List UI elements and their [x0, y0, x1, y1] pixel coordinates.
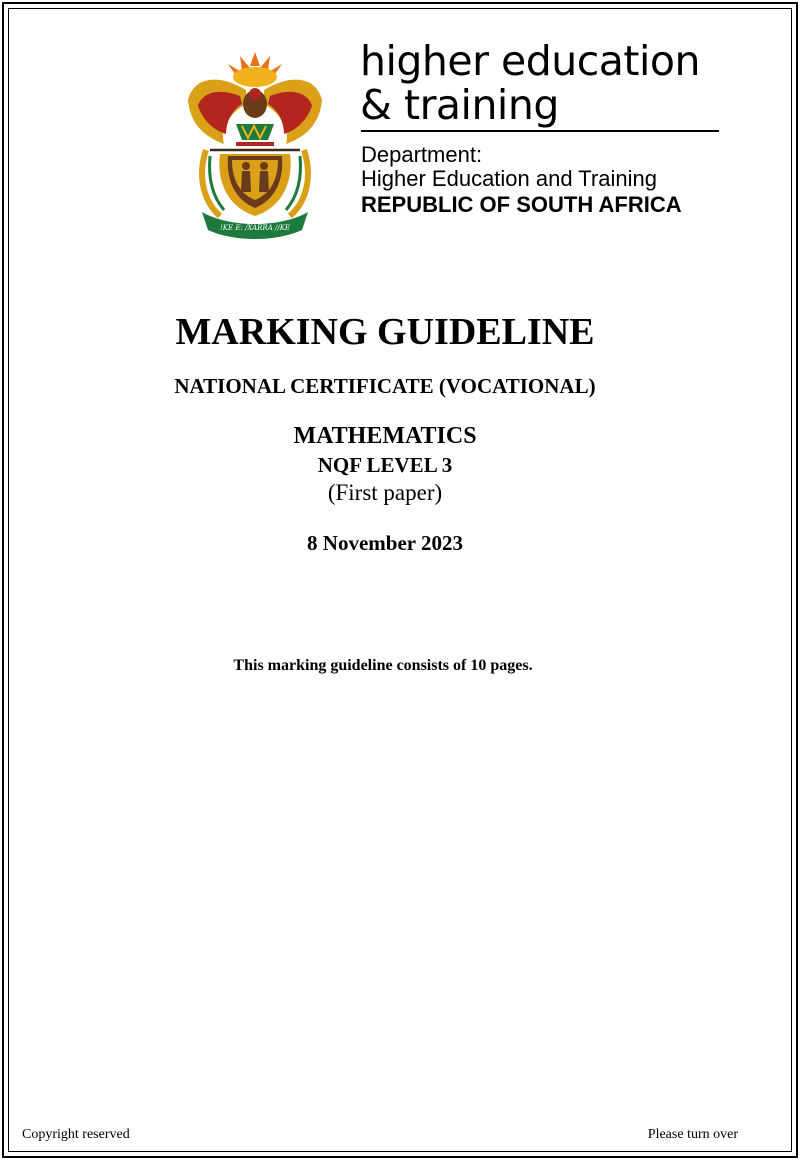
- shield-icon: [219, 154, 290, 216]
- brand-title-line2: & training: [360, 81, 559, 129]
- svg-text:!KE E: /XARRA //KE: !KE E: /XARRA //KE: [219, 224, 291, 232]
- brand-title-line1: higher education: [360, 37, 700, 85]
- brand-divider: [361, 130, 719, 132]
- department-name: Higher Education and Training: [361, 166, 657, 191]
- rising-sun-icon: [228, 52, 282, 87]
- coat-of-arms-logo: [180, 44, 330, 240]
- document-title: MARKING GUIDELINE: [175, 311, 595, 353]
- certificate-name: NATIONAL CERTIFICATE (VOCATIONAL): [174, 374, 596, 398]
- nqf-level: NQF LEVEL 3: [317, 453, 453, 477]
- department-label: Department:: [361, 142, 483, 167]
- copyright-notice: Copyright reserved: [22, 1127, 130, 1142]
- page-count-note: This marking guideline consists of 10 pages.: [233, 657, 533, 674]
- paper-number: (First paper): [327, 480, 443, 505]
- subject-name: MATHEMATICS: [293, 423, 477, 449]
- country-name: REPUBLIC OF SOUTH AFRICA: [361, 192, 682, 217]
- protea-band-icon: [236, 124, 274, 146]
- exam-date: 8 November 2023: [307, 531, 463, 555]
- turn-over-notice: Please turn over: [647, 1127, 738, 1142]
